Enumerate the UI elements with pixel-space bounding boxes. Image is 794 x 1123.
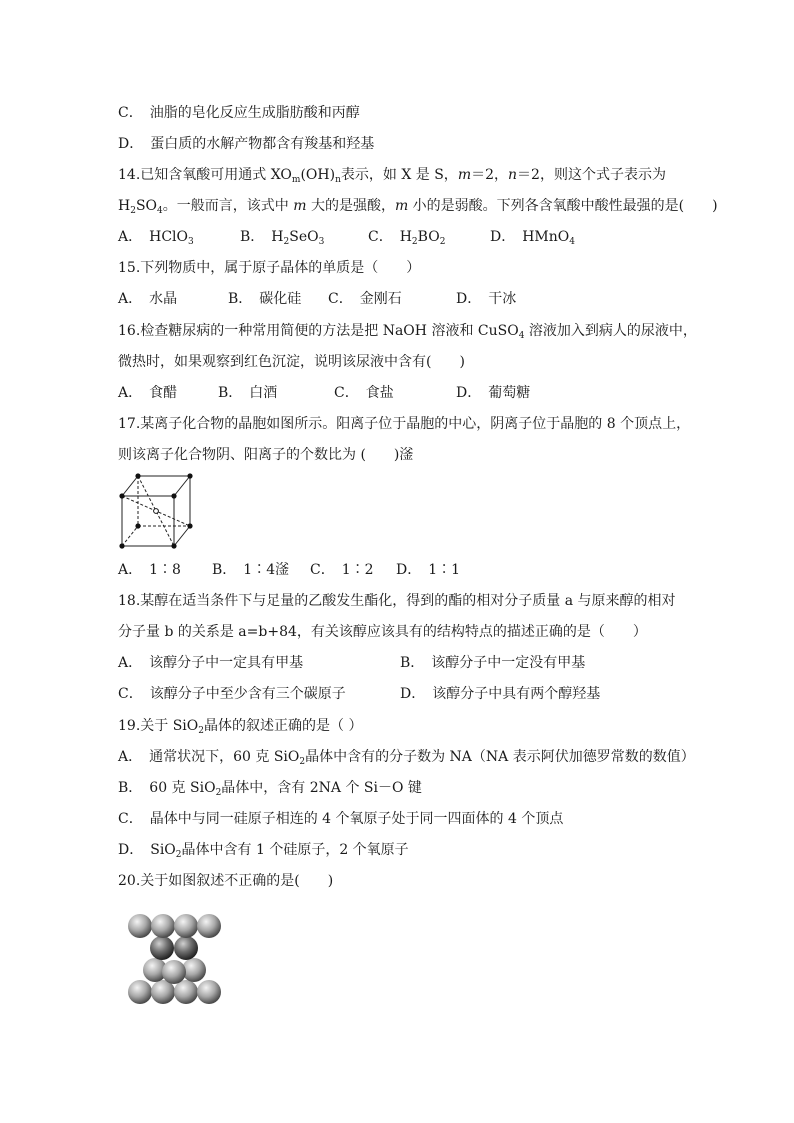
cell-edge-br [174,526,190,546]
q19-option-b: B． 60 克 SiO$_2$晶体中，含有 2NA 个 Si－O 键 [118,780,422,798]
anion-dot [187,473,192,478]
q19-stem: 19.关于 SiO$_2$晶体的叙述正确的是（ ） [118,718,363,736]
q19-option-c: C． 晶体中与同一硅原子相连的 4 个氧原子处于同一四面体的 4 个顶点 [118,811,564,827]
q19-option-a: A． 通常状况下，60 克 SiO$_2$晶体中含有的分子数为 NA（NA 表示阿伏加德罗常数的数值） [118,749,695,767]
q14-option-d: D． HMnO$_4$ [490,229,575,247]
q14-stem-line1: 14.已知含氧酸可用通式 $XO_m(OH)_n$表示，如 X 是 S，m＝2，n＝2，则这个式子表示为 [118,167,666,185]
anion-dot [171,543,176,548]
q17-option-a: A． 1∶8 [118,562,181,578]
q15-option-b: B． 碳化硅 [228,291,302,307]
q14-stem-line2: $H_2SO_4$。一般而言，该式中 m 大的是强酸，m 小的是弱酸。下列各含氧酸中酸性最强的是( ) [118,198,718,216]
q18-stem-line2: 分子量 b 的关系是 a=b+84，有关该醇应该具有的结构特点的描述正确的是（ ） [118,624,647,640]
anion-dot [119,493,124,498]
cell-front-face [122,496,174,546]
cell-edge-tr [174,476,190,496]
anion-dot [187,523,192,528]
q14-option-c: C． $H_2BO_2$ [368,229,446,247]
q18-option-d: D． 该醇分子中具有两个醇羟基 [400,686,601,702]
atom-sphere [174,980,198,1004]
q13-option-c: C． 油脂的皂化反应生成脂肪酸和丙醇 [118,105,360,121]
q17-option-d: D． 1∶1 [396,562,461,578]
q17-stem-line2: 则该离子化合物阴、阳离子的个数比为 ( )滏 [118,447,414,463]
q20-stem: 20.关于如图叙述不正确的是( ) [118,873,334,889]
atom-sphere [162,960,186,984]
q14-option-b: B． $H_2SeO_3$ [240,229,325,247]
atom-sphere [128,980,152,1004]
anion-dot [135,473,140,478]
q15-option-a: A． 水晶 [118,291,178,307]
atom-sphere [197,914,221,938]
q17-stem-line1: 17.某离子化合物的晶胞如图所示。阳离子位于晶胞的中心，阴离子位于晶胞的 8 个顶点上， [118,416,691,432]
q18-option-b: B． 该醇分子中一定没有甲基 [400,655,586,671]
q15-option-c: C． 金刚石 [328,291,402,307]
anion-dot [135,523,140,528]
q15-option-d: D． 干冰 [456,291,517,307]
q18-option-c: C． 该醇分子中至少含有三个碳原子 [118,686,346,702]
anion-dot [119,543,124,548]
q16-option-a: A． 食醋 [118,385,178,401]
atom-sphere [174,936,198,960]
atom-sphere [174,914,198,938]
crystal-cell-figure [116,470,196,552]
q18-option-a: A． 该醇分子中一定具有甲基 [118,655,304,671]
cell-edge-tl [122,476,138,496]
q13-option-d: D． 蛋白质的水解产物都含有羧基和羟基 [118,136,375,152]
q17-option-c: C． 1∶2 [310,562,374,578]
cation-center-dot [154,509,159,514]
q16-option-d: D． 葡萄糖 [456,385,531,401]
q19-option-d: D． SiO$_2$晶体中含有 1 个硅原子，2 个氧原子 [118,842,409,860]
anion-dot [171,493,176,498]
atom-sphere [151,914,175,938]
q16-stem-line2: 微热时，如果观察到红色沉淀，说明该尿液中含有( ) [118,354,465,370]
atom-sphere [128,914,152,938]
q16-stem-line1: 16.检查糖尿病的一种常用简便的方法是把 NaOH 溶液和 CuSO$_4$ 溶液加入到病人的尿液中， [118,323,697,341]
atom-sphere [150,936,174,960]
q15-stem: 15.下列物质中，属于原子晶体的单质是（ ） [118,260,421,276]
atom-packing-figure [124,906,228,1012]
q16-option-c: C． 食盐 [334,385,394,401]
cell-edge-bl [122,526,138,546]
q16-option-b: B． 白酒 [218,385,278,401]
q18-stem-line1: 18.某醇在适当条件下与足量的乙酸发生酯化，得到的酯的相对分子质量 a 与原来醇的相对 [118,593,676,609]
q17-option-b: B． 1∶4滏 [212,562,290,578]
q14-option-a: A． HClO$_3$ [118,229,194,247]
atom-sphere [197,980,221,1004]
